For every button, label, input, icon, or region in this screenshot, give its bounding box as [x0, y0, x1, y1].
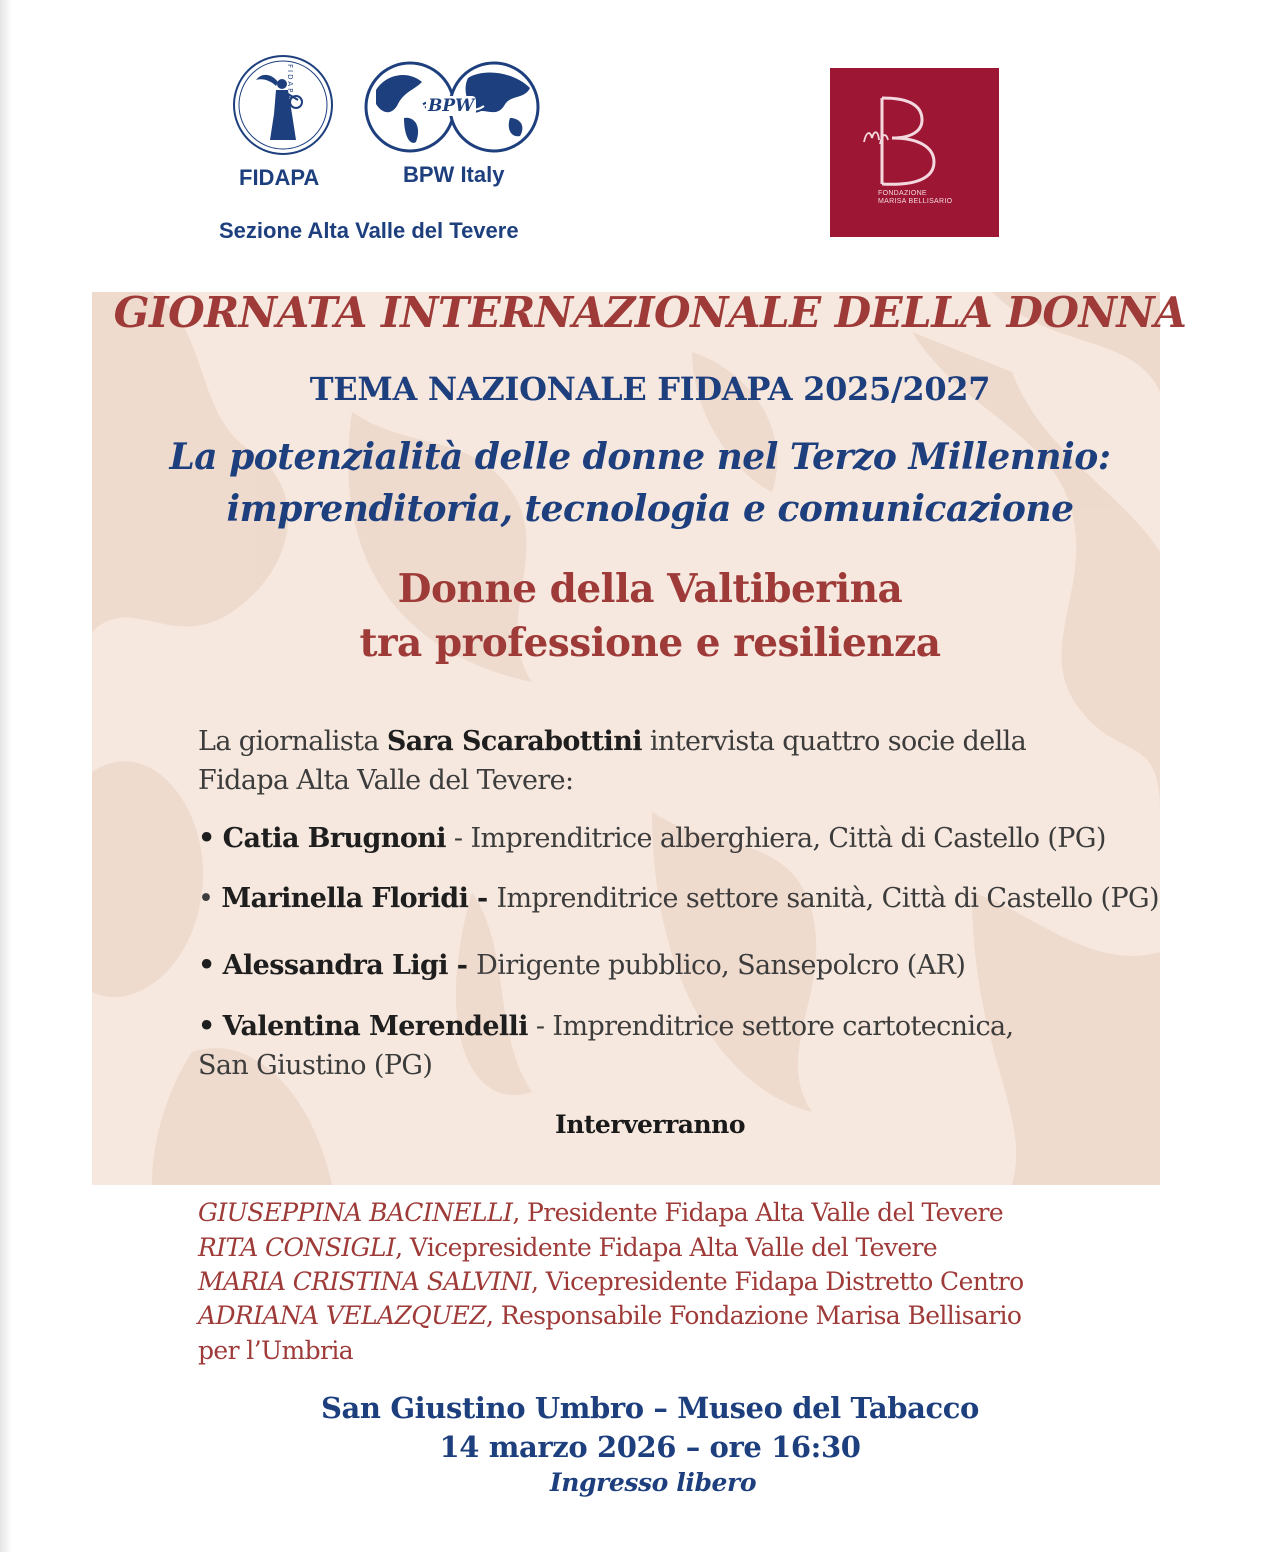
speaker-name: RITA CONSIGLI [198, 1233, 396, 1262]
participant-name: Valentina Merendelli [222, 1011, 528, 1042]
speaker-name: ADRIANA VELAZQUEZ [198, 1301, 487, 1330]
speaker-line: RITA CONSIGLI, Vicepresidente Fidapa Alta Valle del Tevere [198, 1233, 938, 1262]
fondazione-bellisario-logo [830, 68, 999, 237]
speaker-name: MARIA CRISTINA SALVINI [198, 1267, 532, 1296]
speaker-line: GIUSEPPINA BACINELLI, Presidente Fidapa Alta Valle del Tevere [198, 1198, 1004, 1227]
entry-note: Ingresso libero [549, 1468, 757, 1497]
theme-subtitle-line2: imprenditoria, tecnologia e comunicazione [226, 488, 1074, 530]
fmb-monogram-icon [830, 68, 999, 237]
list-item: • Valentina Merendelli - Imprenditrice settore cartotecnica, [198, 1011, 1014, 1042]
event-datetime: 14 marzo 2026 – ore 16:30 [439, 1430, 861, 1464]
speakers-heading: Interverranno [555, 1110, 745, 1139]
participant-name: Catia Brugnoni [222, 823, 446, 854]
bpw-logo-label: BPW Italy [403, 162, 505, 187]
theme-subtitle-line1: La potenzialità delle donne nel Terzo Millennio: [169, 436, 1111, 478]
participant-role: Imprenditrice alberghiera, Città di Castello (PG) [470, 823, 1106, 854]
event-venue: San Giustino Umbro – Museo del Tabacco [321, 1391, 979, 1425]
page-edge-shadow [0, 0, 12, 1552]
list-item: • Marinella Floridi - Imprenditrice settore sanità, Città di Castello (PG) [198, 883, 1159, 914]
intro-line2: Fidapa Alta Valle del Tevere: [198, 765, 574, 796]
fidapa-logo [232, 54, 334, 156]
list-item: • Alessandra Ligi - Dirigente pubblico, Sansepolcro (AR) [198, 950, 966, 981]
intro-line1: La giornalista Sara Scarabottini intervista quattro socie della [198, 726, 1027, 757]
fmb-caption: FONDAZIONE MARISA BELLISARIO [878, 190, 953, 205]
event-headline-line1: Donne della Valtiberina [397, 566, 903, 612]
event-main-title: GIORNATA INTERNAZIONALE DELLA DONNA [113, 288, 1187, 337]
bpw-logo-badge: BPW [428, 96, 475, 116]
participant-name: Marinella Floridi [221, 883, 469, 914]
event-headline-line2: tra professione e resilienza [359, 620, 941, 666]
participant-role: Imprenditrice settore cartotecnica, [552, 1011, 1014, 1042]
section-name: Sezione Alta Valle del Tevere [219, 218, 519, 243]
journalist-name: Sara Scarabottini [386, 726, 642, 757]
participant-name: Alessandra Ligi [222, 950, 448, 981]
participant-role-continued: San Giustino (PG) [198, 1050, 433, 1081]
list-item: • Catia Brugnoni - Imprenditrice alberghiera, Città di Castello (PG) [198, 823, 1106, 854]
speaker-name: GIUSEPPINA BACINELLI [198, 1198, 513, 1227]
fidapa-seal-letters: FIDAPA [286, 64, 294, 101]
participant-role: Imprenditrice settore sanità, Città di Castello (PG) [496, 883, 1159, 914]
fidapa-logo-label: FIDAPA [239, 165, 320, 190]
participant-role: Dirigente pubblico, Sansepolcro (AR) [476, 950, 966, 981]
speaker-line: MARIA CRISTINA SALVINI, Vicepresidente Fidapa Distretto Centro [198, 1267, 1024, 1296]
national-theme-label: TEMA NAZIONALE FIDAPA 2025/2027 [309, 370, 991, 408]
speaker-role-continued: per l’Umbria [198, 1336, 354, 1365]
speaker-line: ADRIANA VELAZQUEZ, Responsabile Fondazione Marisa Bellisario [198, 1301, 1022, 1330]
